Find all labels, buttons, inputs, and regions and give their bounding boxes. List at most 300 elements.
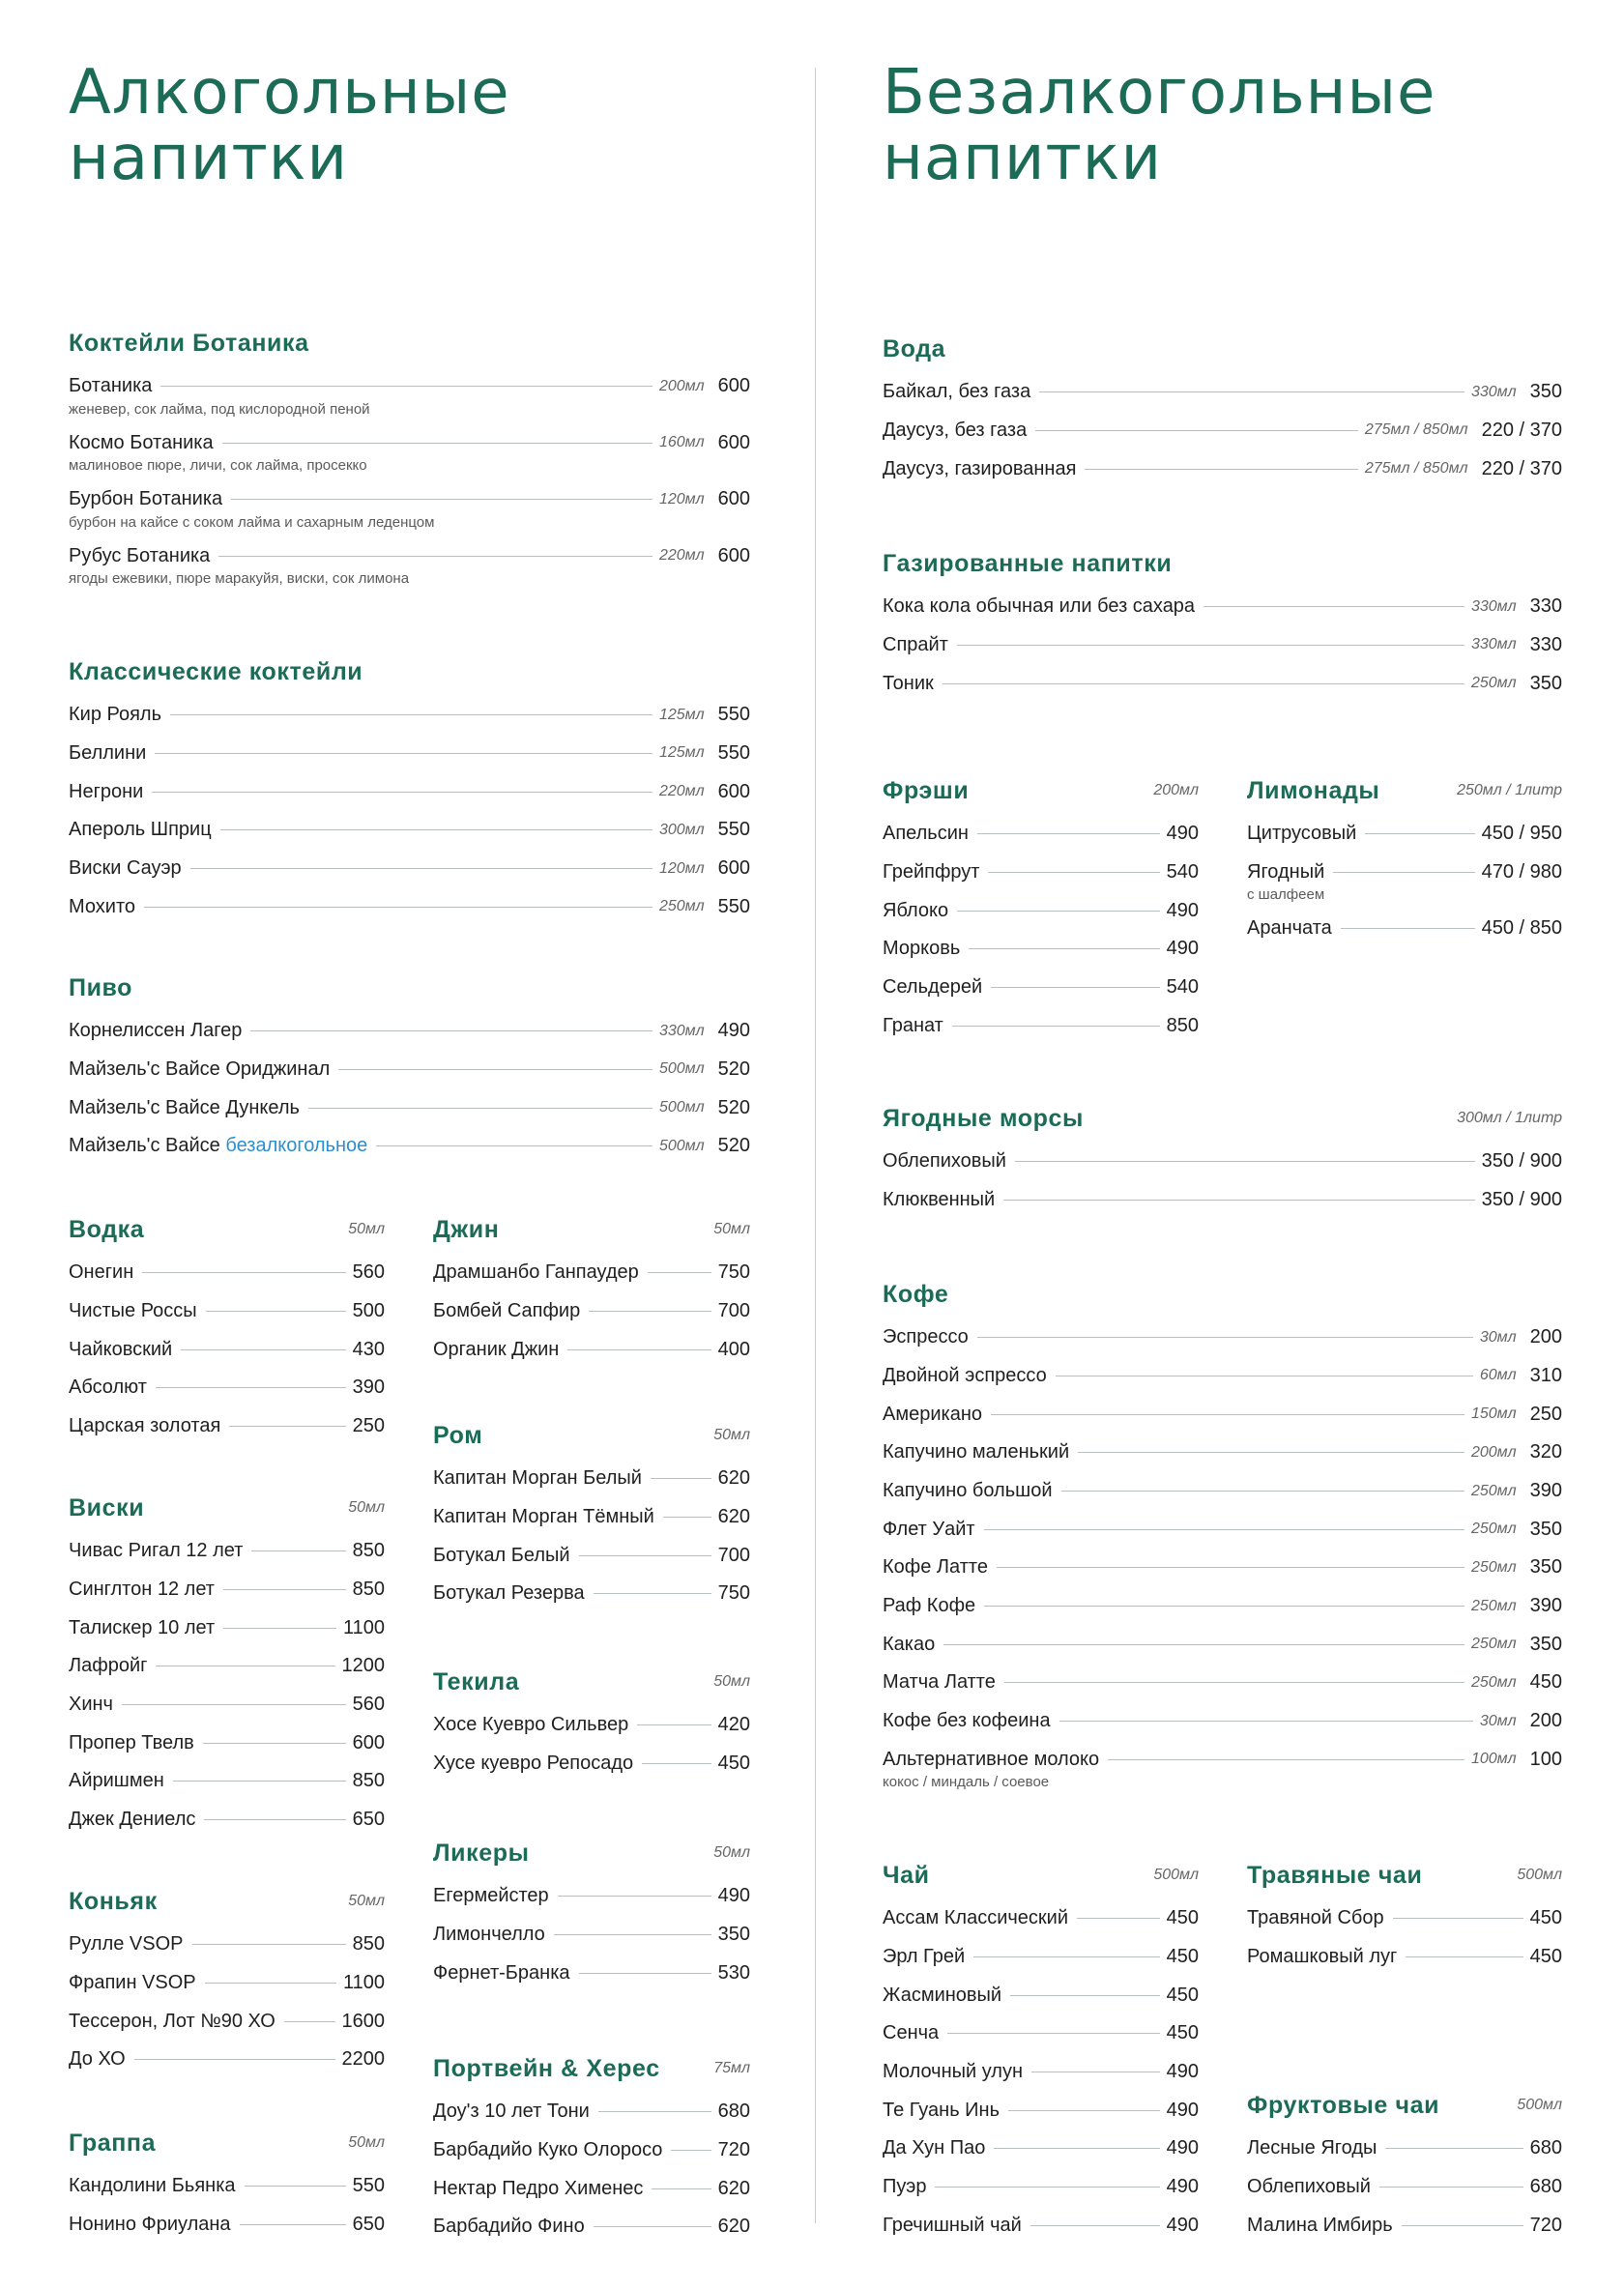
item-price: 620: [717, 2216, 750, 2238]
leader-line: [181, 1349, 345, 1350]
item-name: [883, 381, 1030, 403]
item-row: [1247, 2214, 1562, 2237]
menu-item: [883, 1749, 1562, 1792]
menu-item: [883, 1634, 1562, 1657]
item-name: [69, 1809, 195, 1831]
leader-line: [1402, 2225, 1523, 2226]
item-row: [883, 634, 1562, 657]
leader-line: [203, 1743, 346, 1744]
item-row: [433, 1885, 750, 1908]
item-name-text: Сенча: [883, 2022, 940, 2044]
menu-item: [883, 899, 1199, 922]
section-volume: 50мл: [348, 1221, 385, 1237]
item-name-text: Гречишный чай: [883, 2214, 1022, 2236]
item-name-text: Облепиховый: [1247, 2175, 1371, 2197]
item-row: [69, 2214, 385, 2237]
item-volume: 500мл: [658, 1137, 705, 1154]
item-row: [883, 2061, 1199, 2084]
section-header: [69, 1887, 385, 1916]
item-price: 1100: [342, 1616, 385, 1638]
menu-item: [69, 704, 750, 727]
leader-line: [338, 1069, 652, 1070]
item-name: [69, 1300, 197, 1322]
section-volume: 50мл: [713, 1844, 750, 1861]
item-row: [1247, 1946, 1562, 1969]
section-title: Чай: [883, 1862, 930, 1889]
item-name: [433, 2101, 590, 2123]
item-row: [883, 457, 1562, 480]
leader-line: [977, 833, 1160, 834]
item-name-text: Спрайт: [883, 633, 948, 655]
item-row: [883, 420, 1562, 443]
item-name-text: Капучино маленький: [883, 1441, 1070, 1463]
item-name-text: Нонино Фриулана: [69, 2213, 231, 2235]
section-header: [433, 1667, 750, 1696]
section-volume: 50мл: [713, 1221, 750, 1237]
item-row: [883, 2099, 1199, 2122]
item-name-text: Егермейстер: [433, 1885, 549, 1907]
item-price: 540: [1166, 976, 1199, 998]
section-tea: [883, 1861, 1199, 2252]
item-volume: 250мл: [658, 898, 705, 915]
leader-line: [190, 868, 652, 869]
leader-line: [952, 1026, 1160, 1027]
menu-item: [69, 1655, 385, 1678]
item-name: [433, 1506, 654, 1528]
leader-line: [222, 443, 652, 444]
item-price: 450: [1166, 2022, 1199, 2044]
item-name-text: Капитан Морган Тёмный: [433, 1505, 654, 1527]
leader-line: [192, 1944, 346, 1945]
item-price: 350: [1529, 1633, 1562, 1655]
item-name-text: Эрл Грей: [883, 1945, 966, 1967]
item-list: [69, 1020, 750, 1158]
item-row: [883, 1907, 1199, 1930]
leader-line: [204, 1819, 345, 1820]
item-row: [433, 1753, 750, 1776]
item-row: [1247, 2176, 1562, 2199]
item-price: 490: [1166, 2137, 1199, 2159]
item-price: 250: [1529, 1403, 1562, 1425]
item-price: 100: [1529, 1748, 1562, 1770]
item-name-text: Ботаника: [69, 375, 153, 397]
menu-item: [883, 381, 1562, 404]
item-row: [883, 595, 1562, 619]
item-name: [883, 2215, 1022, 2237]
non-alcohol-column: [883, 57, 1562, 2236]
item-price: 490: [1166, 2061, 1199, 2082]
item-name-text: Сельдерей: [883, 976, 983, 998]
section-title: Фруктовые чаи: [1247, 2092, 1440, 2119]
item-description: кокос / миндаль / соевое: [883, 1774, 1050, 1791]
section-title: Граппа: [69, 2130, 157, 2157]
item-price: 1100: [342, 1971, 385, 1993]
leader-line: [245, 2186, 346, 2187]
item-row: [1247, 823, 1562, 846]
item-volume: 500мл: [658, 1099, 705, 1116]
item-name-text: Беллини: [69, 741, 147, 764]
leader-line: [942, 683, 1464, 684]
menu-item: [433, 1582, 750, 1606]
menu-item: [1247, 1946, 1562, 1969]
leader-line: [205, 1983, 336, 1984]
leader-line: [284, 2021, 335, 2022]
item-row: [69, 2048, 385, 2072]
item-name: [69, 1058, 330, 1081]
item-row: [433, 1924, 750, 1947]
item-volume: 200мл: [658, 377, 705, 394]
item-row: [69, 742, 750, 766]
item-row: [433, 2177, 750, 2200]
menu-item: [1247, 2176, 1562, 2199]
item-price: 400: [717, 1338, 750, 1360]
item-name-text: До ХО: [69, 2048, 126, 2071]
section-whisky: [69, 1493, 385, 1847]
item-name-text: Молочный улун: [883, 2061, 1023, 2082]
item-name: [883, 1595, 975, 1617]
menu-item: [883, 1014, 1199, 1037]
item-name-text: Корнелиссен Лагер: [69, 1020, 243, 1042]
section-header: [69, 329, 750, 358]
leader-line: [579, 1973, 711, 1974]
item-row: [883, 672, 1562, 695]
item-name-text: Раф Кофе: [883, 1595, 976, 1617]
item-volume: 250мл: [1470, 1597, 1517, 1614]
item-name: [883, 1189, 995, 1211]
item-name: [69, 1135, 367, 1157]
item-name: [433, 2178, 643, 2200]
menu-item: [69, 2214, 385, 2237]
item-row: [69, 1655, 385, 1678]
leader-line: [1085, 469, 1357, 470]
item-price: 350 / 900: [1481, 1150, 1562, 1173]
section-header: [69, 1493, 385, 1522]
item-row: [69, 1376, 385, 1400]
item-name-text: Да Хун Пао: [883, 2137, 986, 2159]
item-name-text: Кир Рояль: [69, 704, 162, 726]
menu-item: [69, 1415, 385, 1438]
menu-item: [883, 1326, 1562, 1349]
menu-item: [69, 1972, 385, 1995]
section-title: Коктейли Ботаника: [69, 330, 309, 357]
item-price: 220 / 370: [1481, 419, 1562, 441]
item-price: 680: [717, 2101, 750, 2123]
item-list: [883, 1150, 1562, 1211]
item-row: [69, 1135, 750, 1158]
item-name-text: Виски Сауэр: [69, 857, 182, 879]
section-gin: [433, 1215, 750, 1376]
menu-item: [883, 634, 1562, 657]
item-volume: 330мл: [1470, 383, 1517, 400]
item-row: [883, 1595, 1562, 1618]
item-row: [883, 1749, 1562, 1772]
menu-item: [69, 857, 750, 881]
section-title: Классические коктейли: [69, 658, 363, 685]
leader-line: [935, 2187, 1159, 2188]
item-row: [883, 1518, 1562, 1541]
section-title: Джин: [433, 1216, 500, 1243]
item-name-text: Какао: [883, 1633, 936, 1655]
item-name-text: Апероль Шприц: [69, 819, 212, 841]
menu-item: [69, 375, 750, 419]
item-price: 490: [1166, 938, 1199, 960]
item-name-text: Аранчата: [1247, 917, 1332, 940]
item-price: 450: [1166, 1945, 1199, 1967]
menu-item: [69, 545, 750, 589]
menu-item: [883, 1403, 1562, 1426]
leader-line: [969, 948, 1159, 949]
item-name-text: Двойной эспрессо: [883, 1364, 1047, 1386]
item-row: [883, 1710, 1562, 1733]
item-volume: 330мл: [1470, 597, 1517, 615]
item-row: [883, 1671, 1562, 1695]
item-name-text: Ботукал Резерва: [433, 1582, 585, 1605]
item-name: [1247, 2137, 1377, 2159]
item-name: [433, 1582, 585, 1605]
menu-item: [69, 1300, 385, 1323]
item-row: [883, 1326, 1562, 1349]
leader-line: [240, 2224, 346, 2225]
item-name: [69, 1694, 113, 1716]
section-title: Кофе: [883, 1281, 949, 1308]
section-title: Ликеры: [433, 1840, 530, 1867]
item-name-text: Капучино большой: [883, 1480, 1053, 1501]
item-price: 520: [717, 1096, 750, 1118]
item-price: 1600: [341, 2010, 385, 2032]
item-price: 450 / 950: [1481, 823, 1562, 845]
section-title: Вода: [883, 335, 946, 362]
menu-item: [883, 1984, 1199, 2007]
item-price: 490: [1166, 823, 1199, 845]
section-cognac: [69, 1887, 385, 2087]
item-price: 320: [1529, 1441, 1562, 1463]
menu-item: [69, 1261, 385, 1285]
item-price: 680: [1529, 2175, 1562, 2197]
item-name-text: Фернет-Бранка: [433, 1961, 570, 1984]
item-volume: 100мл: [1470, 1751, 1517, 1768]
item-name: [883, 458, 1076, 480]
item-name-text: Космо Ботаника: [69, 431, 214, 453]
section-fresh: [883, 776, 1199, 1053]
item-price: 550: [717, 741, 750, 764]
section-header: [433, 1839, 750, 1868]
leader-line: [1004, 1682, 1464, 1683]
item-row: [883, 2022, 1199, 2045]
menu-item: [69, 2175, 385, 2198]
menu-item: [433, 1467, 750, 1491]
item-name-text: Тоник: [883, 672, 934, 694]
section-volume: 50мл: [713, 1673, 750, 1690]
item-name: [69, 1617, 215, 1639]
leader-line: [994, 2148, 1159, 2149]
item-row: [883, 823, 1199, 846]
menu-item: [69, 742, 750, 766]
item-row: [1247, 1907, 1562, 1930]
item-name-text: Чайковский: [69, 1338, 173, 1360]
item-row: [883, 2215, 1199, 2238]
item-row: [69, 1809, 385, 1832]
item-price: 720: [717, 2138, 750, 2160]
leader-line: [991, 1414, 1464, 1415]
item-volume: 150мл: [1470, 1405, 1517, 1423]
item-row: [433, 1467, 750, 1491]
leader-line: [957, 911, 1160, 912]
item-name-text: Травяной Сбор: [1247, 1907, 1384, 1929]
item-name: [1247, 823, 1356, 845]
item-price: 450: [1166, 1984, 1199, 2006]
item-price: 490: [717, 1885, 750, 1907]
item-price: 620: [717, 1467, 750, 1490]
leader-line: [977, 1337, 1473, 1338]
item-price: 560: [352, 1694, 385, 1715]
leader-line: [1035, 430, 1358, 431]
section-header: [433, 1421, 750, 1450]
item-name: [1247, 1946, 1397, 1968]
section-volume: 50мл: [348, 1893, 385, 1909]
item-list: [883, 381, 1562, 480]
menu-item: [1247, 2137, 1562, 2160]
section-volume: 500мл: [1517, 1867, 1562, 1883]
leader-line: [144, 907, 652, 908]
leader-line: [943, 1644, 1464, 1645]
item-name: [883, 634, 948, 656]
menu-item: [433, 1544, 750, 1567]
leader-line: [229, 1426, 345, 1427]
menu-item: [883, 2099, 1199, 2122]
item-price: 530: [717, 1961, 750, 1984]
item-volume: 300мл: [658, 821, 705, 838]
item-name: [69, 704, 161, 726]
item-price: 490: [1166, 2214, 1199, 2236]
item-name-text: Драмшанбо Ганпаудер: [433, 1261, 639, 1284]
item-row: [883, 1634, 1562, 1657]
section-header: [883, 549, 1562, 578]
item-name-highlight: безалкогольное: [225, 1135, 368, 1157]
leader-line: [1333, 872, 1474, 873]
item-row: [883, 899, 1199, 922]
leader-line: [1003, 1200, 1474, 1201]
menu-item: [433, 1506, 750, 1529]
non-alcohol-title: Безалкогольные напитки: [883, 57, 1436, 194]
item-name-text: Хусе куевро Репосадо: [433, 1752, 634, 1774]
section-lemonades: [1247, 776, 1562, 956]
menu-item: [433, 2139, 750, 2162]
item-price: 600: [717, 431, 750, 453]
section-liqueurs: [433, 1839, 750, 2000]
item-price: 620: [717, 2177, 750, 2199]
menu-item: [433, 2216, 750, 2239]
section-header: [433, 1215, 750, 1244]
item-volume: 60мл: [1479, 1367, 1517, 1384]
item-row: [433, 2216, 750, 2239]
item-name-text: Ромашковый луг: [1247, 1945, 1398, 1967]
section-volume: 300мл / 1литр: [1457, 1110, 1562, 1126]
item-name: [883, 1710, 1051, 1732]
item-price: 200: [1529, 1710, 1562, 1732]
item-name: [433, 1339, 559, 1361]
menu-item: [883, 1710, 1562, 1733]
item-row: [69, 1933, 385, 1956]
item-name-text: Талискер 10 лет: [69, 1616, 216, 1638]
item-name: [883, 1749, 1099, 1771]
leader-line: [251, 1550, 345, 1551]
item-row: [69, 1261, 385, 1285]
item-name: [69, 1261, 133, 1284]
item-volume: 275мл / 850мл: [1364, 460, 1468, 478]
menu-item: [883, 1150, 1562, 1173]
item-name-text: Яблоко: [883, 899, 949, 921]
item-row: [433, 1714, 750, 1737]
item-list: [1247, 1907, 1562, 1968]
menu-item: [883, 1441, 1562, 1464]
menu-item: [883, 861, 1199, 884]
menu-item: [883, 1189, 1562, 1212]
leader-line: [122, 1704, 346, 1705]
item-row: [69, 1096, 750, 1119]
item-name: [69, 2214, 231, 2236]
leader-line: [1010, 1995, 1160, 1996]
item-name: [69, 857, 182, 880]
item-name-text: Кандолини Бьянка: [69, 2175, 236, 2197]
menu-item: [883, 1907, 1199, 1930]
leader-line: [142, 1272, 345, 1273]
item-name-text: Айришмен: [69, 1770, 164, 1792]
item-name: [69, 1579, 215, 1601]
leader-line: [308, 1108, 652, 1109]
item-volume: 30мл: [1479, 1328, 1517, 1346]
item-row: [433, 1300, 750, 1323]
leader-line: [984, 1529, 1464, 1530]
item-name-text: Пуэр: [883, 2176, 927, 2198]
menu-item: [69, 1770, 385, 1793]
menu-item: [69, 1135, 750, 1158]
item-price: 850: [352, 1540, 385, 1562]
item-row: [433, 1261, 750, 1285]
item-list: [433, 1261, 750, 1361]
leader-line: [218, 556, 652, 557]
item-row: [883, 1365, 1562, 1388]
menu-item: [433, 1338, 750, 1361]
leader-line: [997, 1567, 1464, 1568]
section-title: Ягодные морсы: [883, 1105, 1084, 1132]
item-price: 2200: [341, 2048, 385, 2071]
item-price: 550: [717, 819, 750, 841]
item-row: [883, 976, 1199, 1000]
section-header: [69, 2129, 385, 2158]
section-header: [69, 973, 750, 1002]
item-price: 450: [1529, 1907, 1562, 1929]
item-name: [433, 1467, 642, 1490]
item-volume: 250мл: [1470, 1558, 1517, 1576]
item-price: 700: [717, 1544, 750, 1566]
leader-line: [1030, 2225, 1160, 2226]
menu-item: [433, 1885, 750, 1908]
item-name: [69, 1732, 194, 1754]
item-row: [69, 1058, 750, 1082]
item-name: [1247, 917, 1332, 940]
leader-line: [579, 1555, 711, 1556]
item-row: [883, 1984, 1199, 2007]
item-price: 220 / 370: [1481, 457, 1562, 479]
leader-line: [1108, 1759, 1464, 1760]
item-list: [883, 595, 1562, 695]
item-name: [883, 1519, 975, 1541]
menu-item: [433, 1261, 750, 1285]
menu-item: [883, 1518, 1562, 1541]
menu-item: [69, 1338, 385, 1361]
section-title: Травяные чаи: [1247, 1862, 1423, 1889]
leader-line: [589, 1311, 710, 1312]
